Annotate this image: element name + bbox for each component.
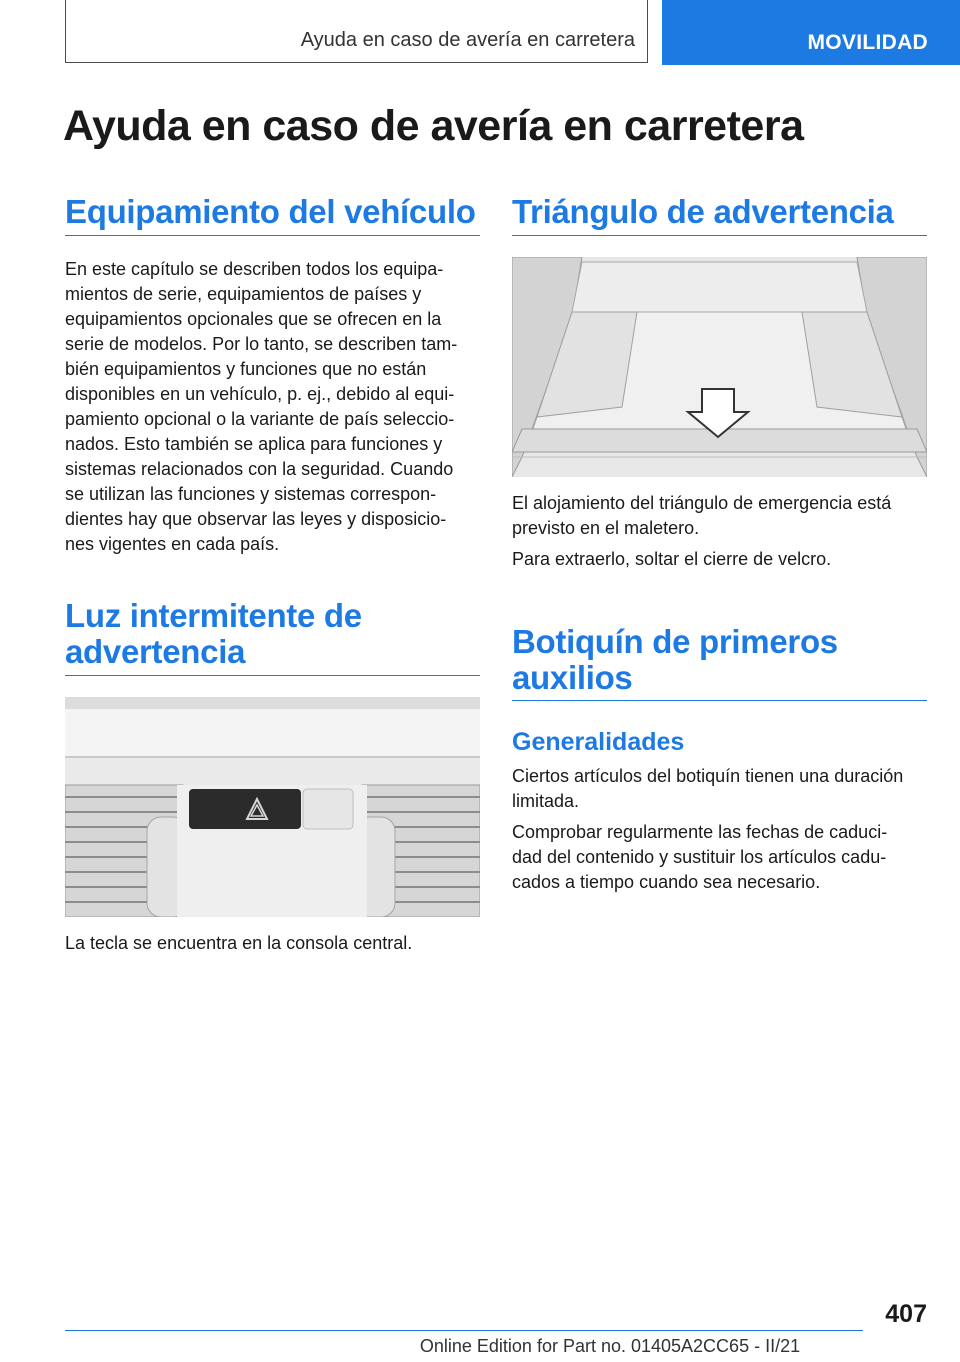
text-line: equipamientos opcionales que se ofrecen en la (65, 309, 442, 329)
heading-line: advertencia (65, 633, 246, 670)
text-line: sistemas relacionados con la seguridad. Cuando (65, 459, 454, 479)
heading-line: Luz intermitente de (65, 597, 362, 634)
triangulo-paragraph (512, 491, 932, 541)
hazard-caption: La tecla se encuentra en la consola central. (65, 933, 413, 953)
text-line: pamiento opcional o la variante de país seleccio- (65, 409, 455, 429)
chapter-title: Ayuda en caso de avería en carretera (300, 29, 635, 51)
heading-luz-intermitente (65, 598, 362, 670)
text-line: dientes hay que observar las leyes y disposicio- (65, 509, 447, 529)
text-line: limitada. (512, 791, 580, 811)
heading-line: Botiquín de primeros (512, 623, 838, 660)
chapter-tab (65, 0, 648, 63)
heading-rule (512, 700, 927, 701)
text-line: dad del contenido y sustituir los artículos cadu- (512, 847, 887, 867)
heading-botiquin (512, 624, 838, 696)
text-line: previsto en el maletero. (512, 518, 700, 538)
text-line: se utilizan las funciones y sistemas correspon- (65, 484, 437, 504)
hazard-switch-image (65, 697, 480, 917)
subheading-generalidades: Generalidades (512, 728, 685, 756)
triangulo-instruction: Para extraerlo, soltar el cierre de velcro. (512, 549, 832, 569)
text-line: Comprobar regularmente las fechas de caduci- (512, 822, 888, 842)
heading-rule (65, 235, 480, 236)
botiquin-paragraph-2 (512, 820, 932, 895)
text-line: mientos de serie, equipamientos de países y (65, 284, 422, 304)
text-line: Ciertos artículos del botiquín tienen una duración (512, 766, 904, 786)
text-line: disponibles en un vehículo, p. ej., debido al equi- (65, 384, 455, 404)
footer-rule (65, 1330, 863, 1331)
text-line: El alojamiento del triángulo de emergencia está (512, 493, 892, 513)
text-line: serie de modelos. Por lo tanto, se describen tam- (65, 334, 458, 354)
section-label: MOVILIDAD (807, 31, 928, 54)
text-line: bién equipamientos y funciones que no están (65, 359, 427, 379)
section-tab (662, 0, 960, 65)
heading-rule (65, 675, 480, 676)
trunk-image (512, 257, 927, 477)
edition-footer: Online Edition for Part no. 01405A2CC65 - II/21 (419, 1336, 801, 1356)
text-line: cados a tiempo cuando sea necesario. (512, 872, 821, 892)
text-line: nados. Esto también se aplica para funciones y (65, 434, 443, 454)
heading-equipamiento: Equipamiento del vehículo (65, 193, 476, 230)
heading-line: auxilios (512, 659, 633, 696)
page-title: Ayuda en caso de avería en carretera (63, 102, 804, 150)
text-line: En este capítulo se describen todos los equipa- (65, 259, 444, 279)
heading-triangulo: Triángulo de advertencia (512, 193, 894, 230)
page-number: 407 (885, 1300, 927, 1328)
heading-rule (512, 235, 927, 236)
equipamiento-paragraph (65, 257, 485, 557)
botiquin-paragraph-1 (512, 764, 932, 814)
text-line: nes vigentes en cada país. (65, 534, 280, 554)
